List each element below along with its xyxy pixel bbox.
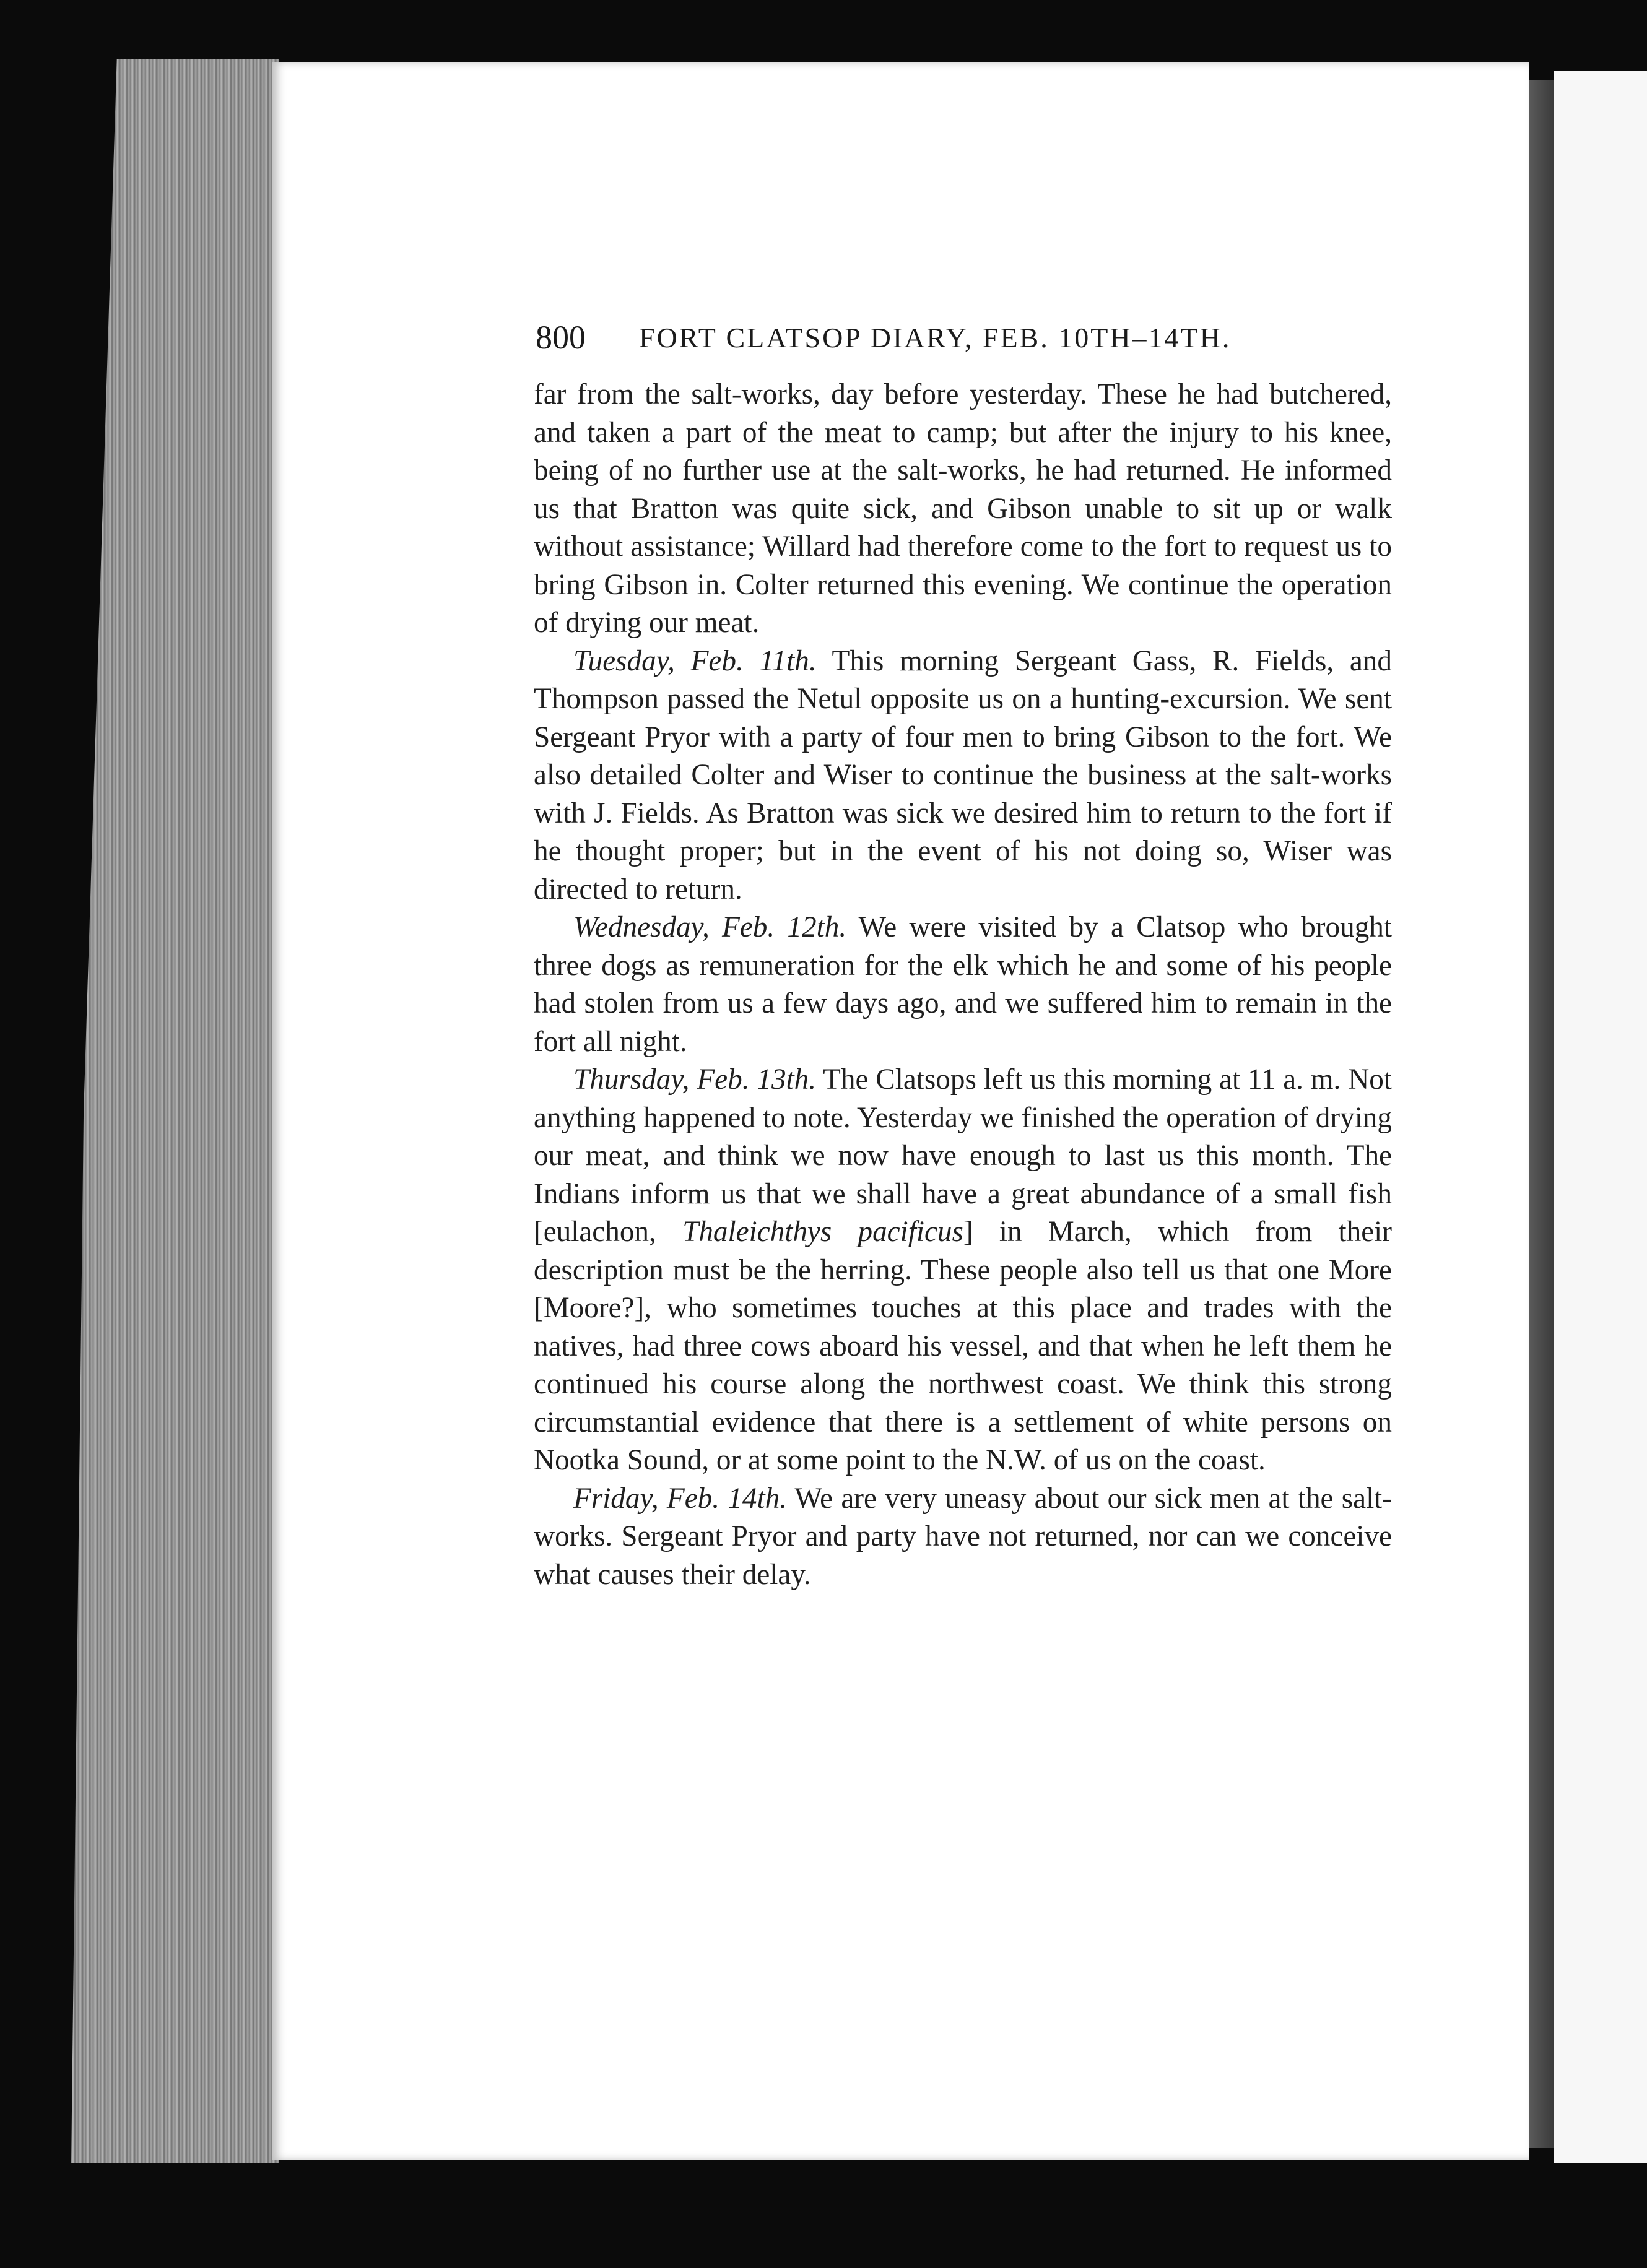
page-number: 800 — [536, 319, 586, 356]
body-text — [534, 376, 1392, 1594]
entry-text: The Clatsops left us this morning at 11 a. m. Not anything happened to note. Yesterday we finished the operation of drying our meat, and think we now have enough to last us this month. The Indians inform us that we shall have a great abundance of a small fish [eulachon, — [534, 1063, 1392, 1248]
diary-entry-feb-11 — [534, 643, 1392, 909]
entry-date: Wednesday, Feb. 12th. — [573, 911, 847, 943]
next-page-edge — [1554, 71, 1647, 2163]
book-page-edges — [71, 59, 279, 2163]
species-name: Thaleichthys pacificus — [682, 1216, 963, 1248]
entry-text: We are very uneasy about our sick men at the salt-works. Sergeant Pryor and party have not returned, nor can we conceive what causes their delay. — [534, 1482, 1392, 1591]
page-header — [536, 316, 1399, 359]
entry-date: Tuesday, Feb. 11th. — [573, 644, 817, 677]
paragraph-continuation — [534, 376, 1392, 643]
diary-entry-feb-12 — [534, 909, 1392, 1061]
entry-date: Friday, Feb. 14th. — [573, 1482, 787, 1515]
entry-text-continued: ] in March, which from their description must be the herring. These people also tell us that one More [Moore?], who sometimes touches at this place and trades with the natives, had three cows aboard his vessel, and that when he left them he continued his course along the northwest coast. We think this strong circumstantial evidence that there is a settlement of white persons on Nootka Sound, or at some point to the N.W. of us on the coast. — [534, 1216, 1393, 1476]
book-gutter — [1529, 80, 1554, 2148]
diary-entry-feb-14 — [534, 1480, 1392, 1595]
entry-date: Thursday, Feb. 13th. — [573, 1063, 817, 1096]
running-head: FORT CLATSOP DIARY, FEB. 10TH–14TH. — [639, 321, 1232, 353]
paragraph-text: far from the salt-works, day before yesterday. These he had butchered, and taken a part of the meat to camp; but after the injury to his knee, being of no further use at the salt-works, he had returned. He informed us that Bratton was quite sick, and Gibson unable to sit up or walk without assistance; Willard had therefore come to the fort to request us to bring Gibson in. Colter returned this evening. We continue the operation of drying our meat. — [534, 378, 1392, 639]
entry-text: We were visited by a Clatsop who brought three dogs as remuneration for the elk which he and some of his people had stolen from us a few days ago, and we suffered him to remain in the fort all night. — [534, 911, 1392, 1058]
diary-entry-feb-13 — [534, 1061, 1392, 1480]
entry-text: This morning Sergeant Gass, R. Fields, and Thompson passed the Netul opposite us on a hunting-excursion. We sent Sergeant Pryor with a party of four men to bring Gibson to the fort. We also detailed Colter and Wiser to continue the business at the salt-works with J. Fields. As Bratton was sick we desired him to return to the fort if he thought proper; but in the event of his not doing so, Wiser was directed to return. — [534, 644, 1392, 906]
